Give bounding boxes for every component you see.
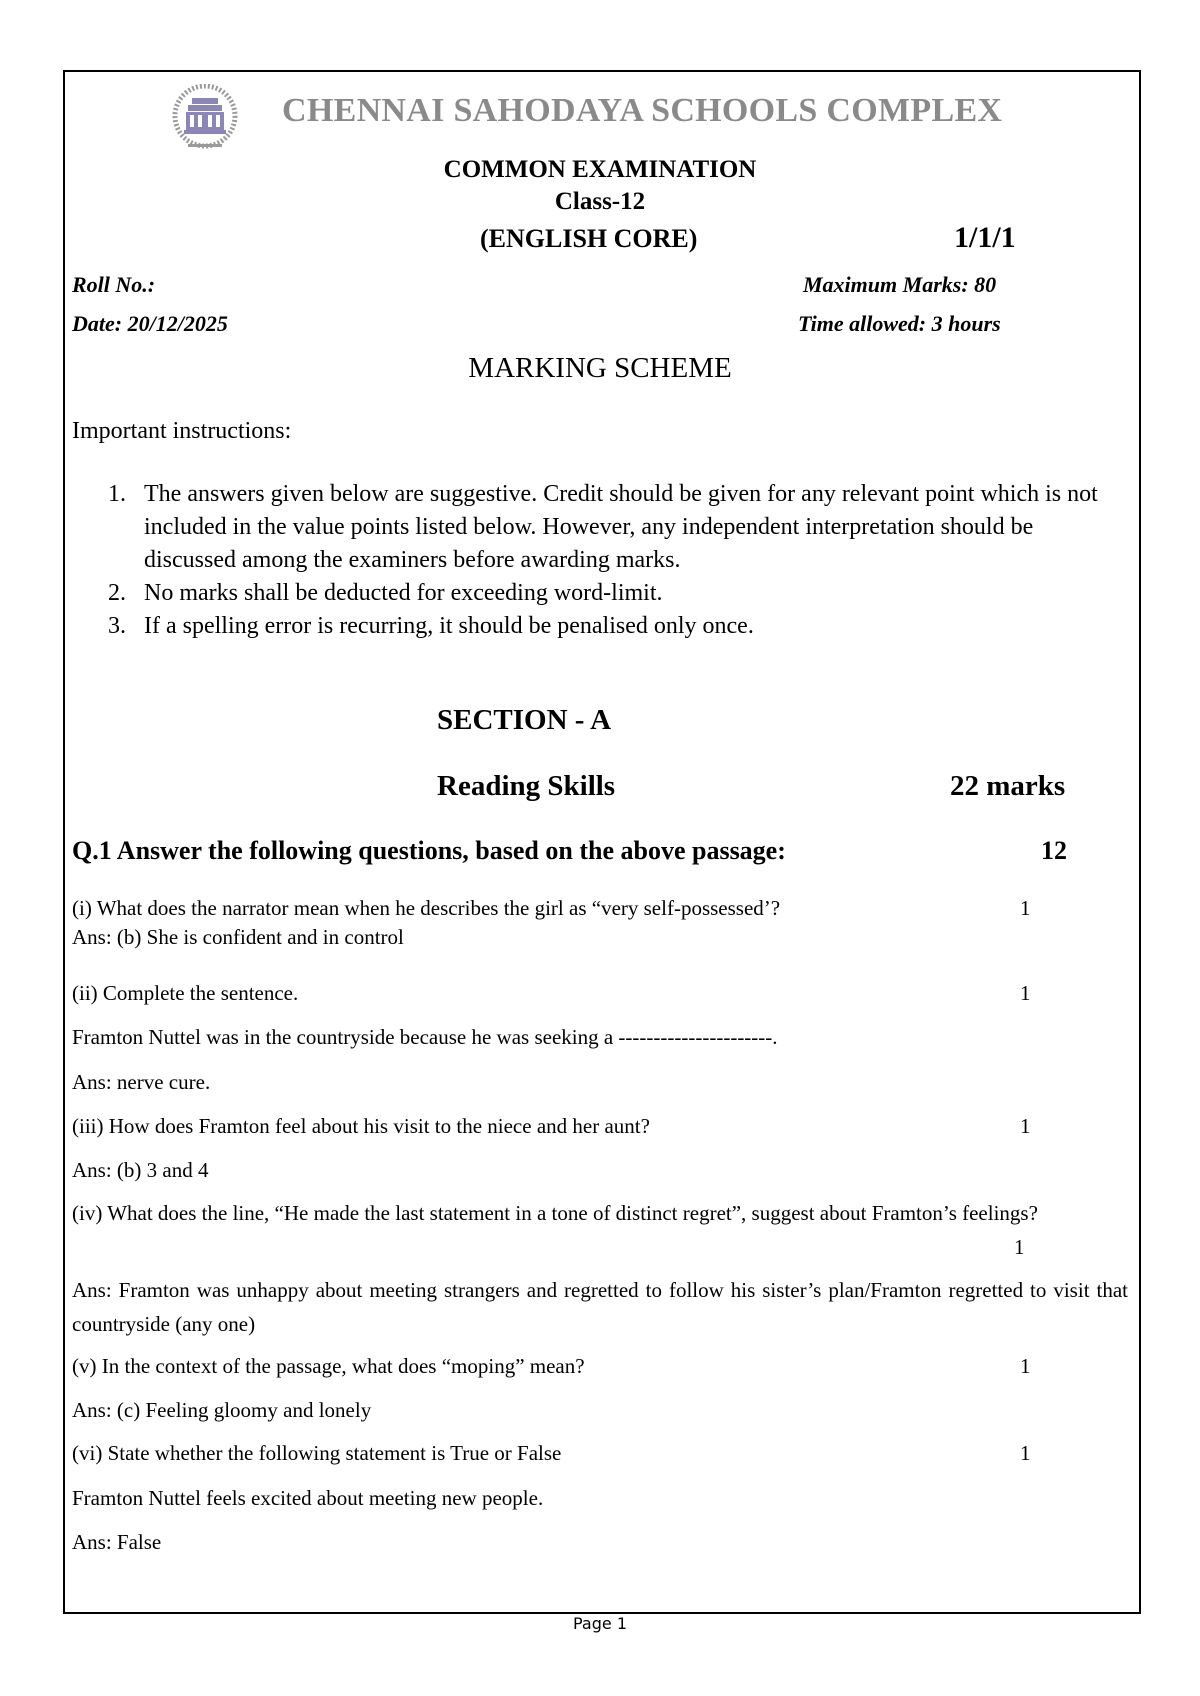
instruction-item: 3. If a spelling error is recurring, it should be penalised only once. (108, 613, 754, 639)
temple-logo-icon (168, 84, 242, 154)
maximum-marks: Maximum Marks: 80 (803, 272, 997, 297)
instruction-item: 1. The answers given below are suggestive. Credit should be given for any relevant point which is not included in the value points listed below. However, any independent interpretation should be discussed among the examiners before awarding marks. (108, 481, 1098, 573)
school-name: CHENNAI SAHODAYA SCHOOLS COMPLEX (282, 92, 1003, 129)
paper-code: 1/1/1 (954, 221, 1016, 254)
instructions-title: Important instructions: (72, 418, 292, 444)
question-5-mark: 1 (1020, 1354, 1031, 1378)
question-heading-marks: 12 (1041, 836, 1067, 865)
question-6-text: (vi) State whether the following statement is True or False (72, 1441, 562, 1465)
instructions-list (72, 478, 1127, 643)
question-3-text: (iii) How does Framton feel about his visit to the niece and her aunt? (72, 1114, 650, 1138)
question-1-mark: 1 (1020, 896, 1031, 920)
page-number: Page 1 (573, 1614, 627, 1633)
question-6-answer: Ans: False (72, 1530, 162, 1554)
exam-title: COMMON EXAMINATION (443, 156, 757, 183)
question-5-answer: Ans: (c) Feeling gloomy and lonely (72, 1398, 372, 1422)
question-2-text: (ii) Complete the sentence. (72, 981, 299, 1005)
exam-date: Date: 20/12/2025 (72, 311, 228, 336)
section-title: SECTION - A (437, 704, 612, 736)
question-2-answer: Ans: nerve cure. (72, 1070, 211, 1094)
class-label: Class-12 (554, 188, 646, 215)
question-2-mark: 1 (1020, 981, 1031, 1005)
question-1-text: (i) What does the narrator mean when he describes the girl as “very self-possessed’? (72, 896, 781, 920)
subject-label: (ENGLISH CORE) (480, 224, 698, 253)
marking-scheme-title: MARKING SCHEME (468, 352, 732, 384)
question-5-text: (v) In the context of the passage, what does “moping” mean? (72, 1354, 585, 1378)
question-2-statement: Framton Nuttel was in the countryside because he was seeking a ----------------------. (72, 1025, 778, 1049)
part-title: Reading Skills (437, 770, 616, 802)
question-4-mark: 1 (1014, 1235, 1025, 1259)
question-heading: Q.1 Answer the following questions, based on the above passage: (72, 836, 786, 865)
school-logo (168, 84, 242, 154)
question-4-text: (iv) What does the line, “He made the last statement in a tone of distinct regret”, suggest about Framton’s feelings? (72, 1201, 1038, 1225)
question-3-answer: Ans: (b) 3 and 4 (72, 1158, 209, 1182)
question-1-answer: Ans: (b) She is confident and in control (72, 925, 404, 949)
instruction-item: 2. No marks shall be deducted for exceeding word-limit. (108, 580, 663, 606)
roll-number: Roll No.: (72, 272, 156, 297)
question-3-mark: 1 (1020, 1114, 1031, 1138)
part-marks: 22 marks (950, 770, 1066, 802)
time-allowed: Time allowed: 3 hours (798, 311, 1001, 336)
question-6-statement: Framton Nuttel feels excited about meeting new people. (72, 1486, 544, 1510)
question-4-answer: Ans: Framton was unhappy about meeting strangers and regretted to follow his sister’s plan/Framton regretted to visit that countryside (any one) (72, 1278, 1128, 1336)
question-6-mark: 1 (1020, 1441, 1031, 1465)
